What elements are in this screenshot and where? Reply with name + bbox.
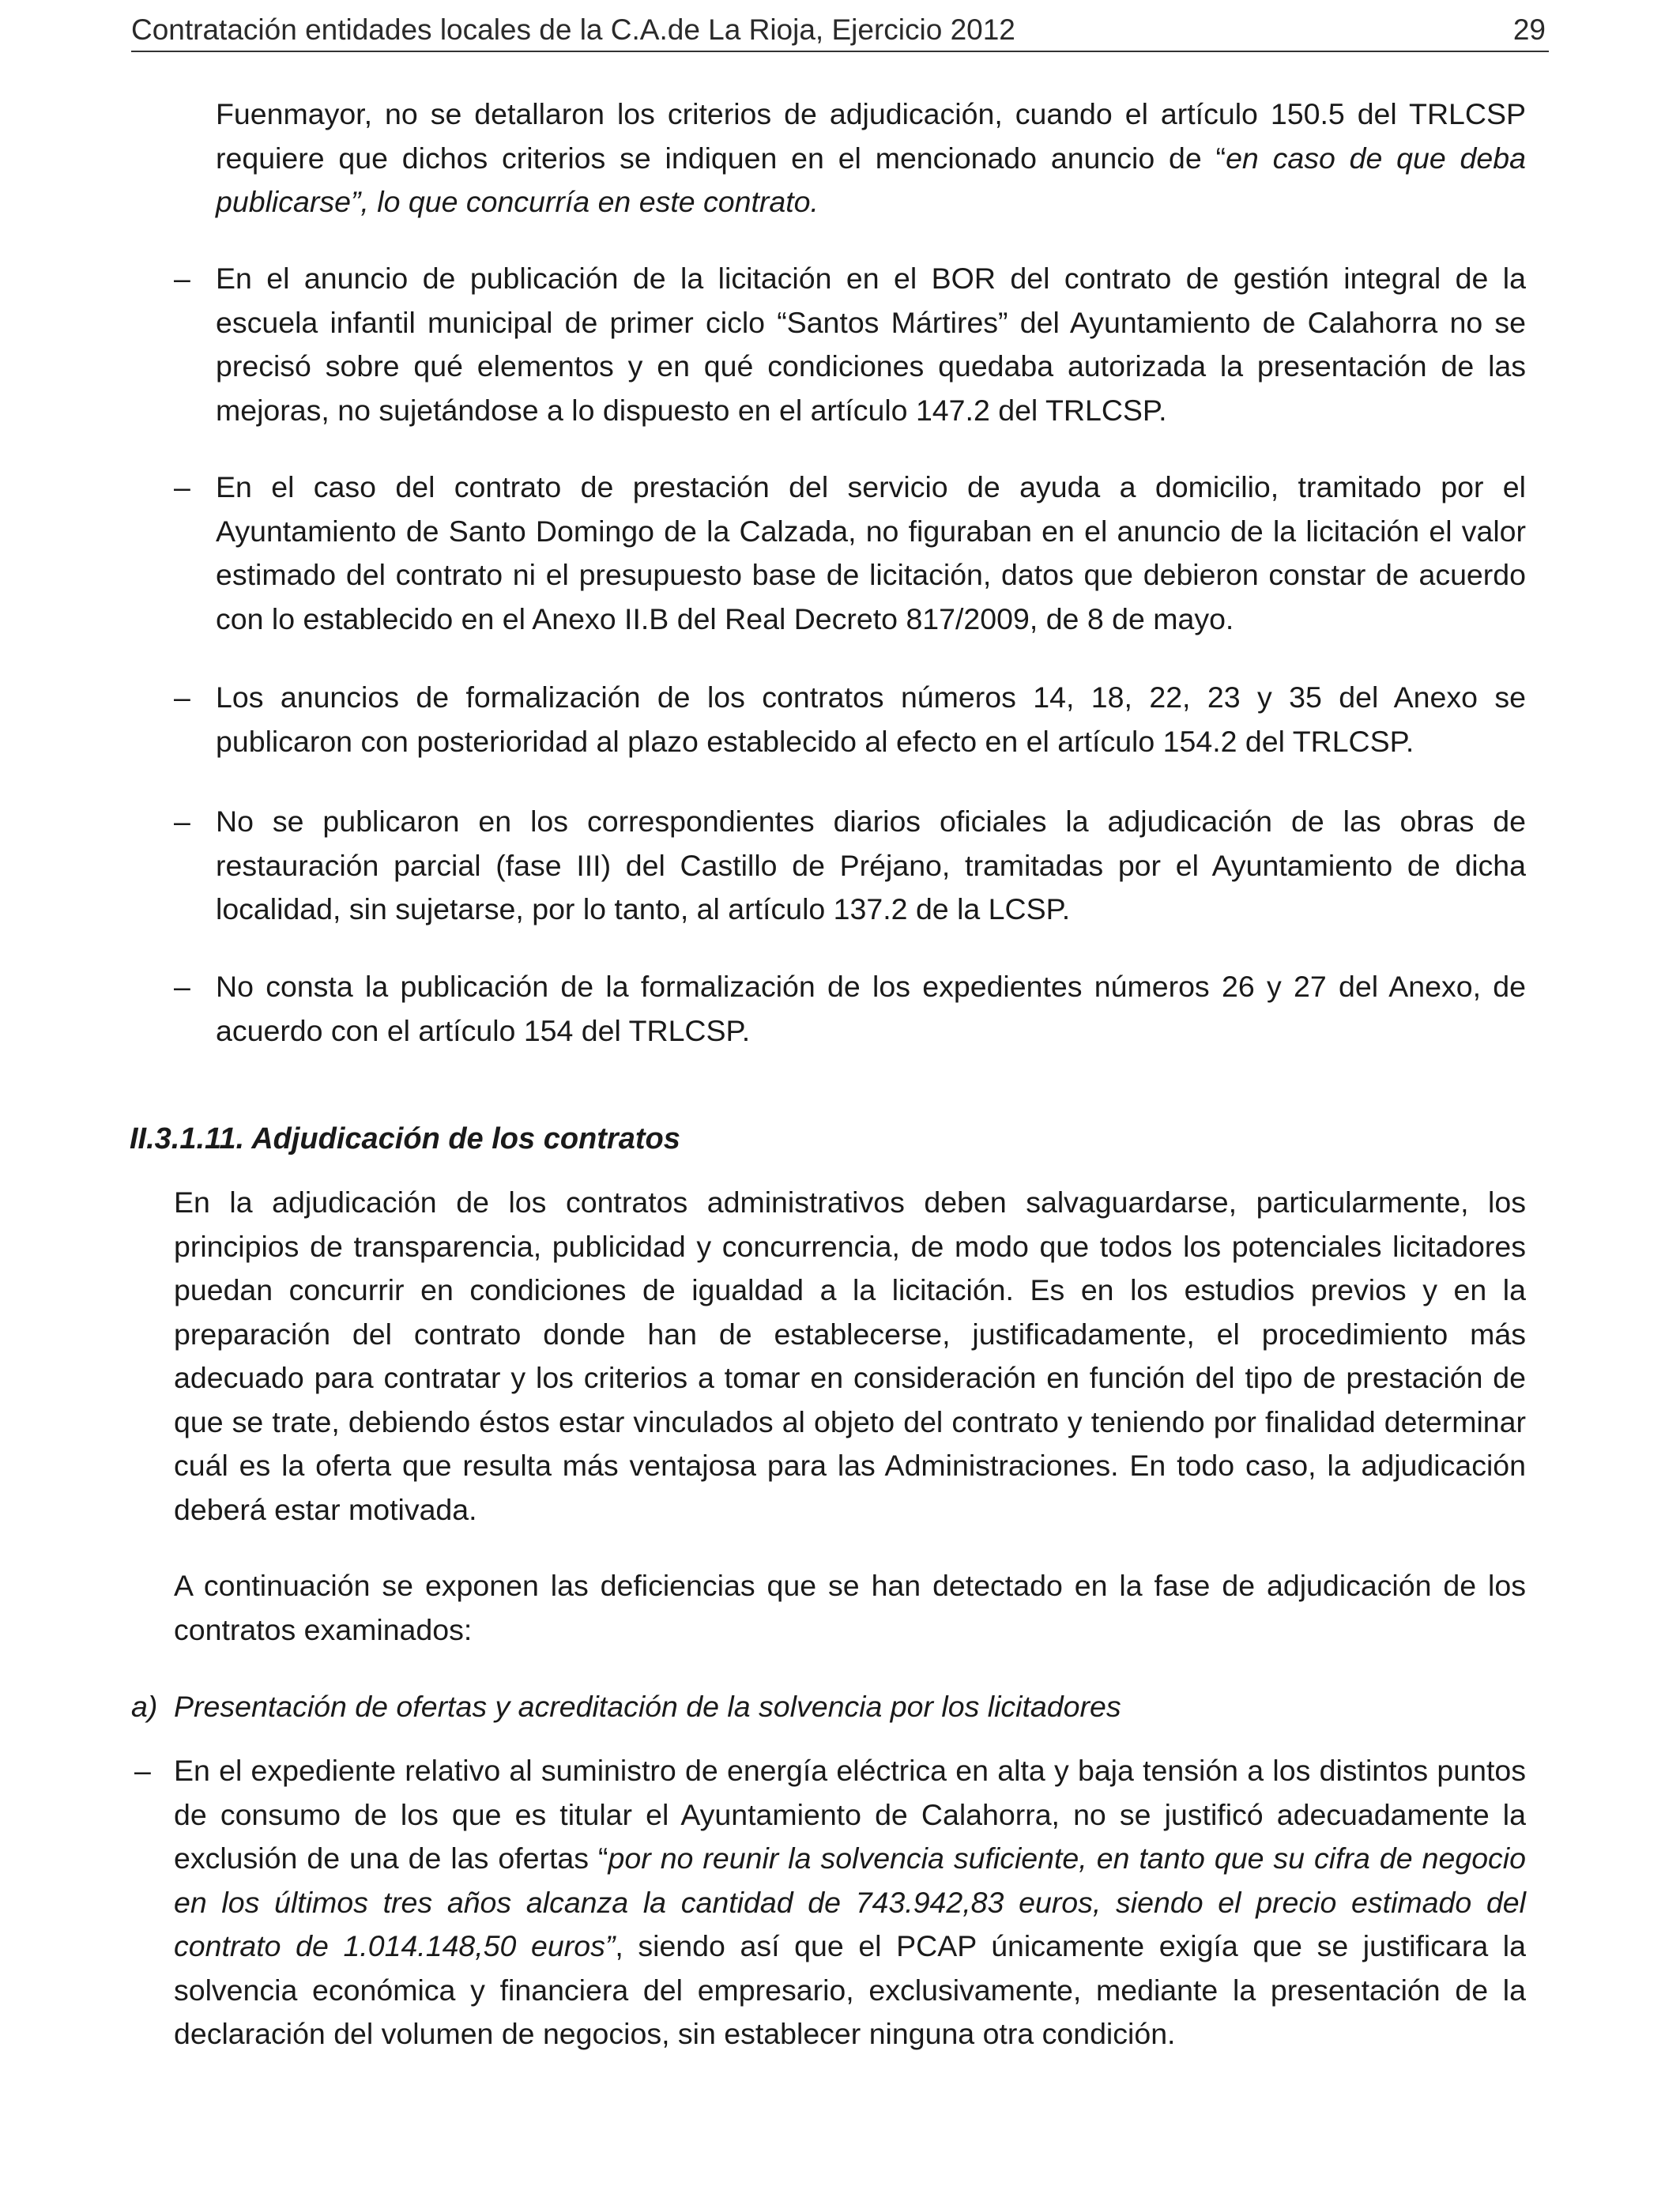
bullet-dash: – xyxy=(174,805,190,838)
document-title: Contratación entidades locales de la C.A.de La Rioja, Ejercicio 2012 xyxy=(131,13,1015,46)
section-heading: II.3.1.11. Adjudicación de los contratos xyxy=(130,1122,680,1155)
final-bullet-paragraph xyxy=(174,1749,1526,2056)
bullet-dash: – xyxy=(174,262,190,295)
page-header xyxy=(131,9,1549,52)
final-text-part-3: , siendo así que el PCAP únicamente exigía que se justificara la solvencia económica y financiera del empresario, exclusivamente, mediante la presentación de la declaración del volumen de negocios, sin establecer ninguna otra condición. xyxy=(174,1929,1526,2050)
bullet-item-4: No se publicaron en los correspondientes diarios oficiales la adjudicación de las obras de restauración parcial (fase III) del Castillo de Préjano, tramitadas por el Ayuntamiento de dicha localidad, sin sujetarse, por lo tanto, al artículo 137.2 de la LCSP. xyxy=(216,805,1526,925)
bullet-item-3: Los anuncios de formalización de los contratos números 14, 18, 22, 23 y 35 del Anexo se publicaron con posterioridad al plazo establecido al efecto en el artículo 154.2 del TRLCSP. xyxy=(216,680,1526,758)
subsection-title: Presentación de ofertas y acreditación de la solvencia por los licitadores xyxy=(174,1690,1121,1723)
intro-paragraph xyxy=(216,92,1526,224)
bullet-dash: – xyxy=(134,1754,151,1787)
bullet-item-2: En el caso del contrato de prestación del servicio de ayuda a domicilio, tramitado por el Ayuntamiento de Santo Domingo de la Calzada, no figuraban en el anuncio de la licitación el valor estimado del contrato ni el presupuesto base de licitación, datos que debieron constar de acuerdo con lo establecido en el Anexo II.B del Real Decreto 817/2009, de 8 de mayo. xyxy=(216,470,1526,635)
bullet-dash: – xyxy=(174,470,190,503)
final-text-part-1: En el expediente relativo al suministro de energía eléctrica en alta y baja tensión a los distintos puntos de consumo de los que es titular el Ayuntamiento de Calahorra, no se justificó adecuadamente la exclusión de una de las ofertas “ xyxy=(174,1754,1526,1875)
subsection-marker: a) xyxy=(131,1690,158,1723)
bullet-item-1: En el anuncio de publicación de la licitación en el BOR del contrato de gestión integral de la escuela infantil municipal de primer ciclo “Santos Mártires” del Ayuntamiento de Calahorra no se precisó sobre qué elementos y en qué condiciones quedaba autorizada la presentación de las mejoras, no sujetándose a lo dispuesto en el artículo 147.2 del TRLCSP. xyxy=(216,262,1526,427)
final-quote-italic: por no reunir la solvencia suficiente, en tanto que su cifra de negocio en los últimos tres años alcanza la cantidad de 743.942,83 euros, siendo el precio estimado del contrato de 1.014.148,50 euros” xyxy=(174,1842,1526,1962)
intro-italic-text: en caso de que deba publicarse”, lo que concurría en este contrato. xyxy=(216,141,1526,218)
intro-text: Fuenmayor, no se detallaron los criterios de adjudicación, cuando el artículo 150.5 del TRLCSP requiere que dichos criterios se indiquen en el mencionado anuncio de “ xyxy=(216,97,1526,175)
section-paragraph-2: A continuación se exponen las deficiencias que se han detectado en la fase de adjudicación de los contratos examinados: xyxy=(174,1569,1526,1646)
bullet-item-5: No consta la publicación de la formalización de los expedientes números 26 y 27 del Anexo, de acuerdo con el artículo 154 del TRLCSP. xyxy=(216,970,1526,1047)
section-paragraph-1: En la adjudicación de los contratos administrativos deben salvaguardarse, particularmente, los principios de transparencia, publicidad y concurrencia, de modo que todos los potenciales licitadores puedan concurrir en condiciones de igualdad a la licitación. Es en los estudios previos y en la preparación del contrato donde han de establecerse, justificadamente, el procedimiento más adecuado para contratar y los criterios a tomar en consideración en función del tipo de prestación de que se trate, debiendo éstos estar vinculados al objeto del contrato y teniendo por finalidad determinar cuál es la oferta que resulta más ventajosa para las Administraciones. En todo caso, la adjudicación deberá estar motivada. xyxy=(174,1186,1526,1526)
bullet-dash: – xyxy=(174,680,190,714)
page-number: 29 xyxy=(1512,13,1546,46)
bullet-dash: – xyxy=(174,970,190,1003)
